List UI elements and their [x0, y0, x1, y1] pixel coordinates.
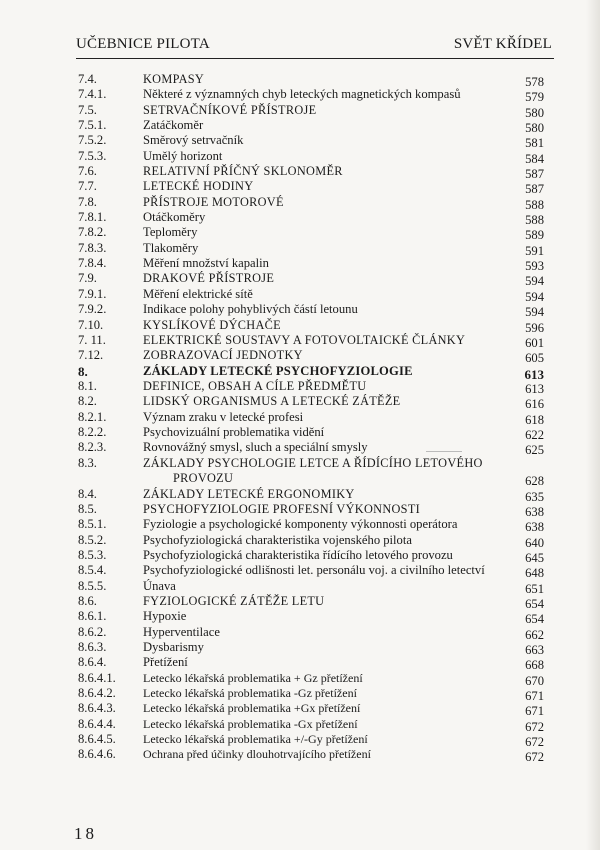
toc-section-number: 8.5.3. — [78, 547, 107, 562]
toc-section-title: Umělý horizont — [143, 148, 223, 163]
toc-row — [0, 410, 600, 425]
toc-page-number: 589 — [525, 228, 544, 243]
toc-section-number: 8.6.4.3. — [78, 701, 116, 716]
toc-row — [0, 241, 600, 256]
toc-row — [0, 363, 600, 382]
toc-page-number: 625 — [525, 443, 544, 458]
toc-section-number: 8.6.2. — [78, 624, 107, 639]
toc-page-number: 581 — [525, 136, 544, 151]
toc-section-number: 8.5.4. — [78, 563, 107, 578]
toc-section-title: Měření elektrické sítě — [143, 286, 253, 301]
toc-row — [0, 563, 600, 581]
toc-row — [0, 456, 600, 487]
toc-section-number: 8.6.3. — [78, 640, 107, 655]
toc-section-number: 8.6.4.1. — [78, 670, 116, 685]
toc-section-title: PŘÍSTROJE MOTOROVÉ — [143, 194, 284, 209]
toc-row — [0, 318, 600, 333]
toc-section-title: LETECKÉ HODINY — [143, 179, 254, 194]
toc-section-title: SETRVAČNÍKOVÉ PŘÍSTROJE — [143, 102, 317, 117]
toc-page-number: 671 — [525, 689, 544, 704]
toc-page-number: 596 — [525, 320, 544, 335]
toc-section-title: Letecko lékařská problematika -Gz přetížení — [143, 686, 357, 701]
toc-row — [0, 164, 600, 182]
toc-section-number: 7.8.4. — [78, 256, 107, 271]
toc-row — [0, 579, 600, 594]
toc-section-number: 8.2.3. — [78, 440, 107, 455]
toc-page-number: 580 — [525, 105, 544, 120]
toc-section-number: 7.10. — [78, 317, 104, 332]
toc-row — [0, 533, 600, 548]
toc-section-number: 7.9.1. — [78, 286, 107, 301]
toc-page-number: 662 — [525, 627, 544, 642]
toc-section-number: 8.2. — [78, 394, 97, 409]
toc-section-number: 8.6. — [78, 594, 97, 608]
toc-section-title — [143, 456, 483, 486]
toc-section-number: 7.9.2. — [78, 302, 107, 317]
toc-section-number: 7.8.1. — [78, 210, 107, 225]
toc-row — [0, 594, 600, 609]
toc-page-number: 671 — [525, 704, 544, 719]
toc-page-number: 654 — [525, 612, 544, 627]
toc-page-number: 613 — [525, 381, 544, 396]
toc-section-title: Letecko lékařská problematika +/-Gy přetížení — [143, 732, 368, 747]
toc-row — [0, 379, 600, 394]
toc-row — [0, 548, 600, 563]
toc-page-number: 618 — [525, 412, 544, 427]
toc-page-number: 663 — [525, 643, 544, 658]
table-of-contents — [0, 72, 600, 763]
toc-page-number: 651 — [525, 581, 544, 596]
toc-page-number: 616 — [525, 397, 544, 412]
toc-row — [0, 487, 600, 502]
toc-page-number: 672 — [525, 735, 544, 750]
toc-section-title: Ochrana před účinky dlouhotrvajícího přetížení — [143, 747, 371, 762]
toc-row — [0, 640, 600, 658]
toc-page-number: 588 — [525, 197, 544, 212]
toc-page-number: 601 — [525, 335, 544, 350]
toc-section-number: 7.8. — [78, 194, 97, 209]
toc-section-number: 8.5. — [78, 501, 97, 516]
toc-page-number: 594 — [525, 289, 544, 304]
toc-section-title: KOMPASY — [143, 72, 205, 86]
toc-row — [0, 256, 600, 274]
toc-page-number: 638 — [525, 520, 544, 535]
toc-row — [0, 609, 600, 627]
toc-section-number: 8.1. — [78, 378, 97, 393]
toc-page-number: 594 — [525, 274, 544, 289]
toc-section-title: Směrový setrvačník — [143, 133, 244, 148]
toc-section-number: 8.6.1. — [78, 609, 107, 624]
toc-row — [0, 287, 600, 302]
toc-page-number: 645 — [525, 550, 544, 565]
toc-row — [0, 717, 600, 732]
toc-section-number: 8.6.4.4. — [78, 716, 116, 731]
toc-section-title: Některé z významných chyb leteckých magnetických kompasů — [143, 87, 461, 102]
toc-section-title: ZÁKLADY LETECKÉ ERGONOMIKY — [143, 486, 355, 501]
toc-section-number: 8.6.4.2. — [78, 686, 116, 701]
toc-page-number: 591 — [525, 243, 544, 258]
toc-section-title: Letecko lékařská problematika +Gx přetížení — [143, 701, 361, 716]
toc-section-number: 7.7. — [78, 179, 97, 194]
toc-section-title: LIDSKÝ ORGANISMUS A LETECKÉ ZÁTĚŽE — [143, 394, 401, 409]
toc-page-number: 654 — [525, 597, 544, 611]
toc-page-number: 605 — [525, 351, 544, 366]
toc-section-number: 7.4.1. — [78, 87, 107, 102]
toc-row — [0, 655, 600, 673]
toc-row — [0, 103, 600, 118]
toc-section-title: Dysbarismy — [143, 640, 204, 655]
toc-row — [0, 686, 600, 704]
toc-row — [0, 225, 600, 243]
toc-row — [0, 333, 600, 348]
toc-page-number: 622 — [525, 427, 544, 442]
toc-section-number: 7.5.3. — [78, 148, 107, 163]
toc-section-number: 8.6.4.5. — [78, 732, 116, 747]
toc-section-number: 8.5.5. — [78, 578, 107, 593]
toc-row — [0, 747, 600, 765]
toc-page-number: 580 — [525, 121, 544, 136]
toc-section-number: 7.8.3. — [78, 240, 107, 255]
toc-row — [0, 394, 600, 412]
toc-section-title: RELATIVNÍ PŘÍČNÝ SKLONOMĚR — [143, 164, 343, 179]
toc-page-number: 584 — [525, 151, 544, 166]
toc-section-number: 7.6. — [78, 164, 97, 179]
toc-section-number: 8.6.4.6. — [78, 747, 116, 762]
toc-section-title: Letecko lékařská problematika -Gx přetížení — [143, 716, 358, 731]
toc-section-number: 8.4. — [78, 486, 97, 501]
toc-section-number: 8.3. — [78, 455, 97, 470]
toc-row — [0, 87, 600, 105]
toc-row — [0, 701, 600, 719]
toc-section-title: ZOBRAZOVACÍ JEDNOTKY — [143, 348, 303, 363]
toc-row — [0, 72, 600, 87]
toc-page-number: 638 — [525, 504, 544, 519]
toc-page-number: 593 — [525, 259, 544, 274]
toc-page-number: 587 — [525, 182, 544, 197]
toc-section-number: 8.2.2. — [78, 424, 107, 439]
toc-row — [0, 440, 600, 458]
toc-page-number: 648 — [525, 566, 544, 581]
toc-section-number: 8. — [78, 363, 88, 379]
toc-section-number: 8.2.1. — [78, 409, 107, 424]
toc-section-title: DRAKOVÉ PŘÍSTROJE — [143, 271, 275, 286]
toc-page-number: 579 — [525, 90, 544, 105]
toc-page-number: 613 — [524, 366, 544, 382]
toc-section-title: Psychofyziologická charakteristika vojenského pilota — [143, 532, 412, 547]
toc-page-number: 672 — [525, 719, 544, 734]
toc-section-title: Rovnovážný smysl, sluch a speciální smysly — [143, 440, 368, 455]
toc-section-number: 7. 11. — [78, 332, 106, 347]
toc-section-title: PSYCHOFYZIOLOGIE PROFESNÍ VÝKONNOSTI — [143, 501, 421, 516]
toc-page-number: 588 — [525, 213, 544, 228]
toc-page-number: 587 — [525, 167, 544, 182]
toc-section-number: 8.5.2. — [78, 532, 107, 547]
toc-row — [0, 425, 600, 440]
toc-row — [0, 502, 600, 517]
toc-page-number: 635 — [525, 489, 544, 504]
toc-section-number: 7.8.2. — [78, 225, 107, 240]
toc-section-title: Přetížení — [143, 655, 188, 670]
toc-section-title: DEFINICE, OBSAH A CÍLE PŘEDMĚTU — [143, 378, 367, 393]
stray-mark — [426, 451, 462, 452]
toc-page-number: 672 — [525, 750, 544, 765]
toc-row — [0, 625, 600, 640]
toc-row — [0, 195, 600, 210]
toc-row — [0, 271, 600, 289]
header-series-title: SVĚT KŘÍDEL — [453, 36, 552, 52]
toc-section-title: Význam zraku v letecké profesi — [143, 409, 304, 424]
toc-section-number: 7.5.1. — [78, 118, 107, 133]
toc-section-title: Fyziologie a psychologické komponenty výkonnosti operátora — [143, 517, 458, 532]
toc-section-title: Teploměry — [143, 225, 198, 240]
toc-row — [0, 732, 600, 750]
toc-section-title: Únava — [143, 578, 176, 593]
toc-row — [0, 118, 600, 136]
toc-row — [0, 149, 600, 164]
toc-row — [0, 517, 600, 535]
toc-section-title: ELEKTRICKÉ SOUSTAVY A FOTOVOLTAICKÉ ČLÁNKY — [143, 332, 466, 347]
toc-section-title: Měření množství kapalin — [143, 256, 269, 271]
running-header — [76, 36, 552, 53]
toc-row — [0, 210, 600, 228]
toc-section-title: Hyperventilace — [143, 624, 220, 639]
toc-section-title: Psychofyziologická charakteristika řídícího letového provozu — [143, 547, 453, 562]
toc-section-title: ZÁKLADY LETECKÉ PSYCHOFYZIOLOGIE — [143, 363, 413, 378]
toc-row — [0, 179, 600, 197]
toc-section-title: Tlakoměry — [143, 240, 199, 255]
page-number: 18 — [74, 824, 97, 843]
toc-page-number: 578 — [525, 75, 544, 89]
toc-section-title: FYZIOLOGICKÉ ZÁTĚŽE LETU — [143, 594, 325, 608]
toc-section-title: Hypoxie — [143, 609, 187, 624]
toc-page-number: 640 — [525, 535, 544, 550]
toc-section-number: 7.4. — [78, 72, 97, 86]
toc-section-number: 8.5.1. — [78, 517, 107, 532]
toc-section-title: Psychofyziologické odlišnosti let. personálu voj. a civilního letectví — [143, 563, 485, 578]
toc-page-number: 668 — [525, 658, 544, 673]
header-book-title: UČEBNICE PILOTA — [76, 36, 210, 52]
toc-section-number: 8.6.4. — [78, 655, 107, 670]
toc-row — [0, 671, 600, 686]
toc-section-number: 7.5. — [78, 102, 97, 117]
toc-section-title-line2: PROVOZU — [173, 470, 234, 485]
toc-row — [0, 302, 600, 320]
toc-section-title: KYSLÍKOVÉ DÝCHAČE — [143, 317, 281, 332]
toc-section-number: 7.12. — [78, 348, 104, 363]
toc-page-number: 628 — [525, 473, 544, 488]
toc-row — [0, 133, 600, 151]
toc-section-title: Otáčkoměry — [143, 210, 206, 225]
header-rule — [76, 58, 554, 59]
toc-section-title: Zatáčkoměr — [143, 118, 204, 133]
toc-section-number: 7.9. — [78, 271, 97, 286]
toc-section-title: Psychovizuální problematika vidění — [143, 424, 325, 439]
toc-section-title: Indikace polohy pohyblivých částí letounu — [143, 302, 358, 317]
toc-section-title-line1: ZÁKLADY PSYCHOLOGIE LETCE A ŘÍDÍCÍHO LETOVÉHO — [143, 455, 483, 470]
toc-section-number: 7.5.2. — [78, 133, 107, 148]
toc-page-number: 670 — [525, 673, 544, 688]
toc-page-number: 594 — [525, 305, 544, 320]
toc-row — [0, 348, 600, 366]
toc-section-title: Letecko lékařská problematika + Gz přetížení — [143, 670, 363, 685]
